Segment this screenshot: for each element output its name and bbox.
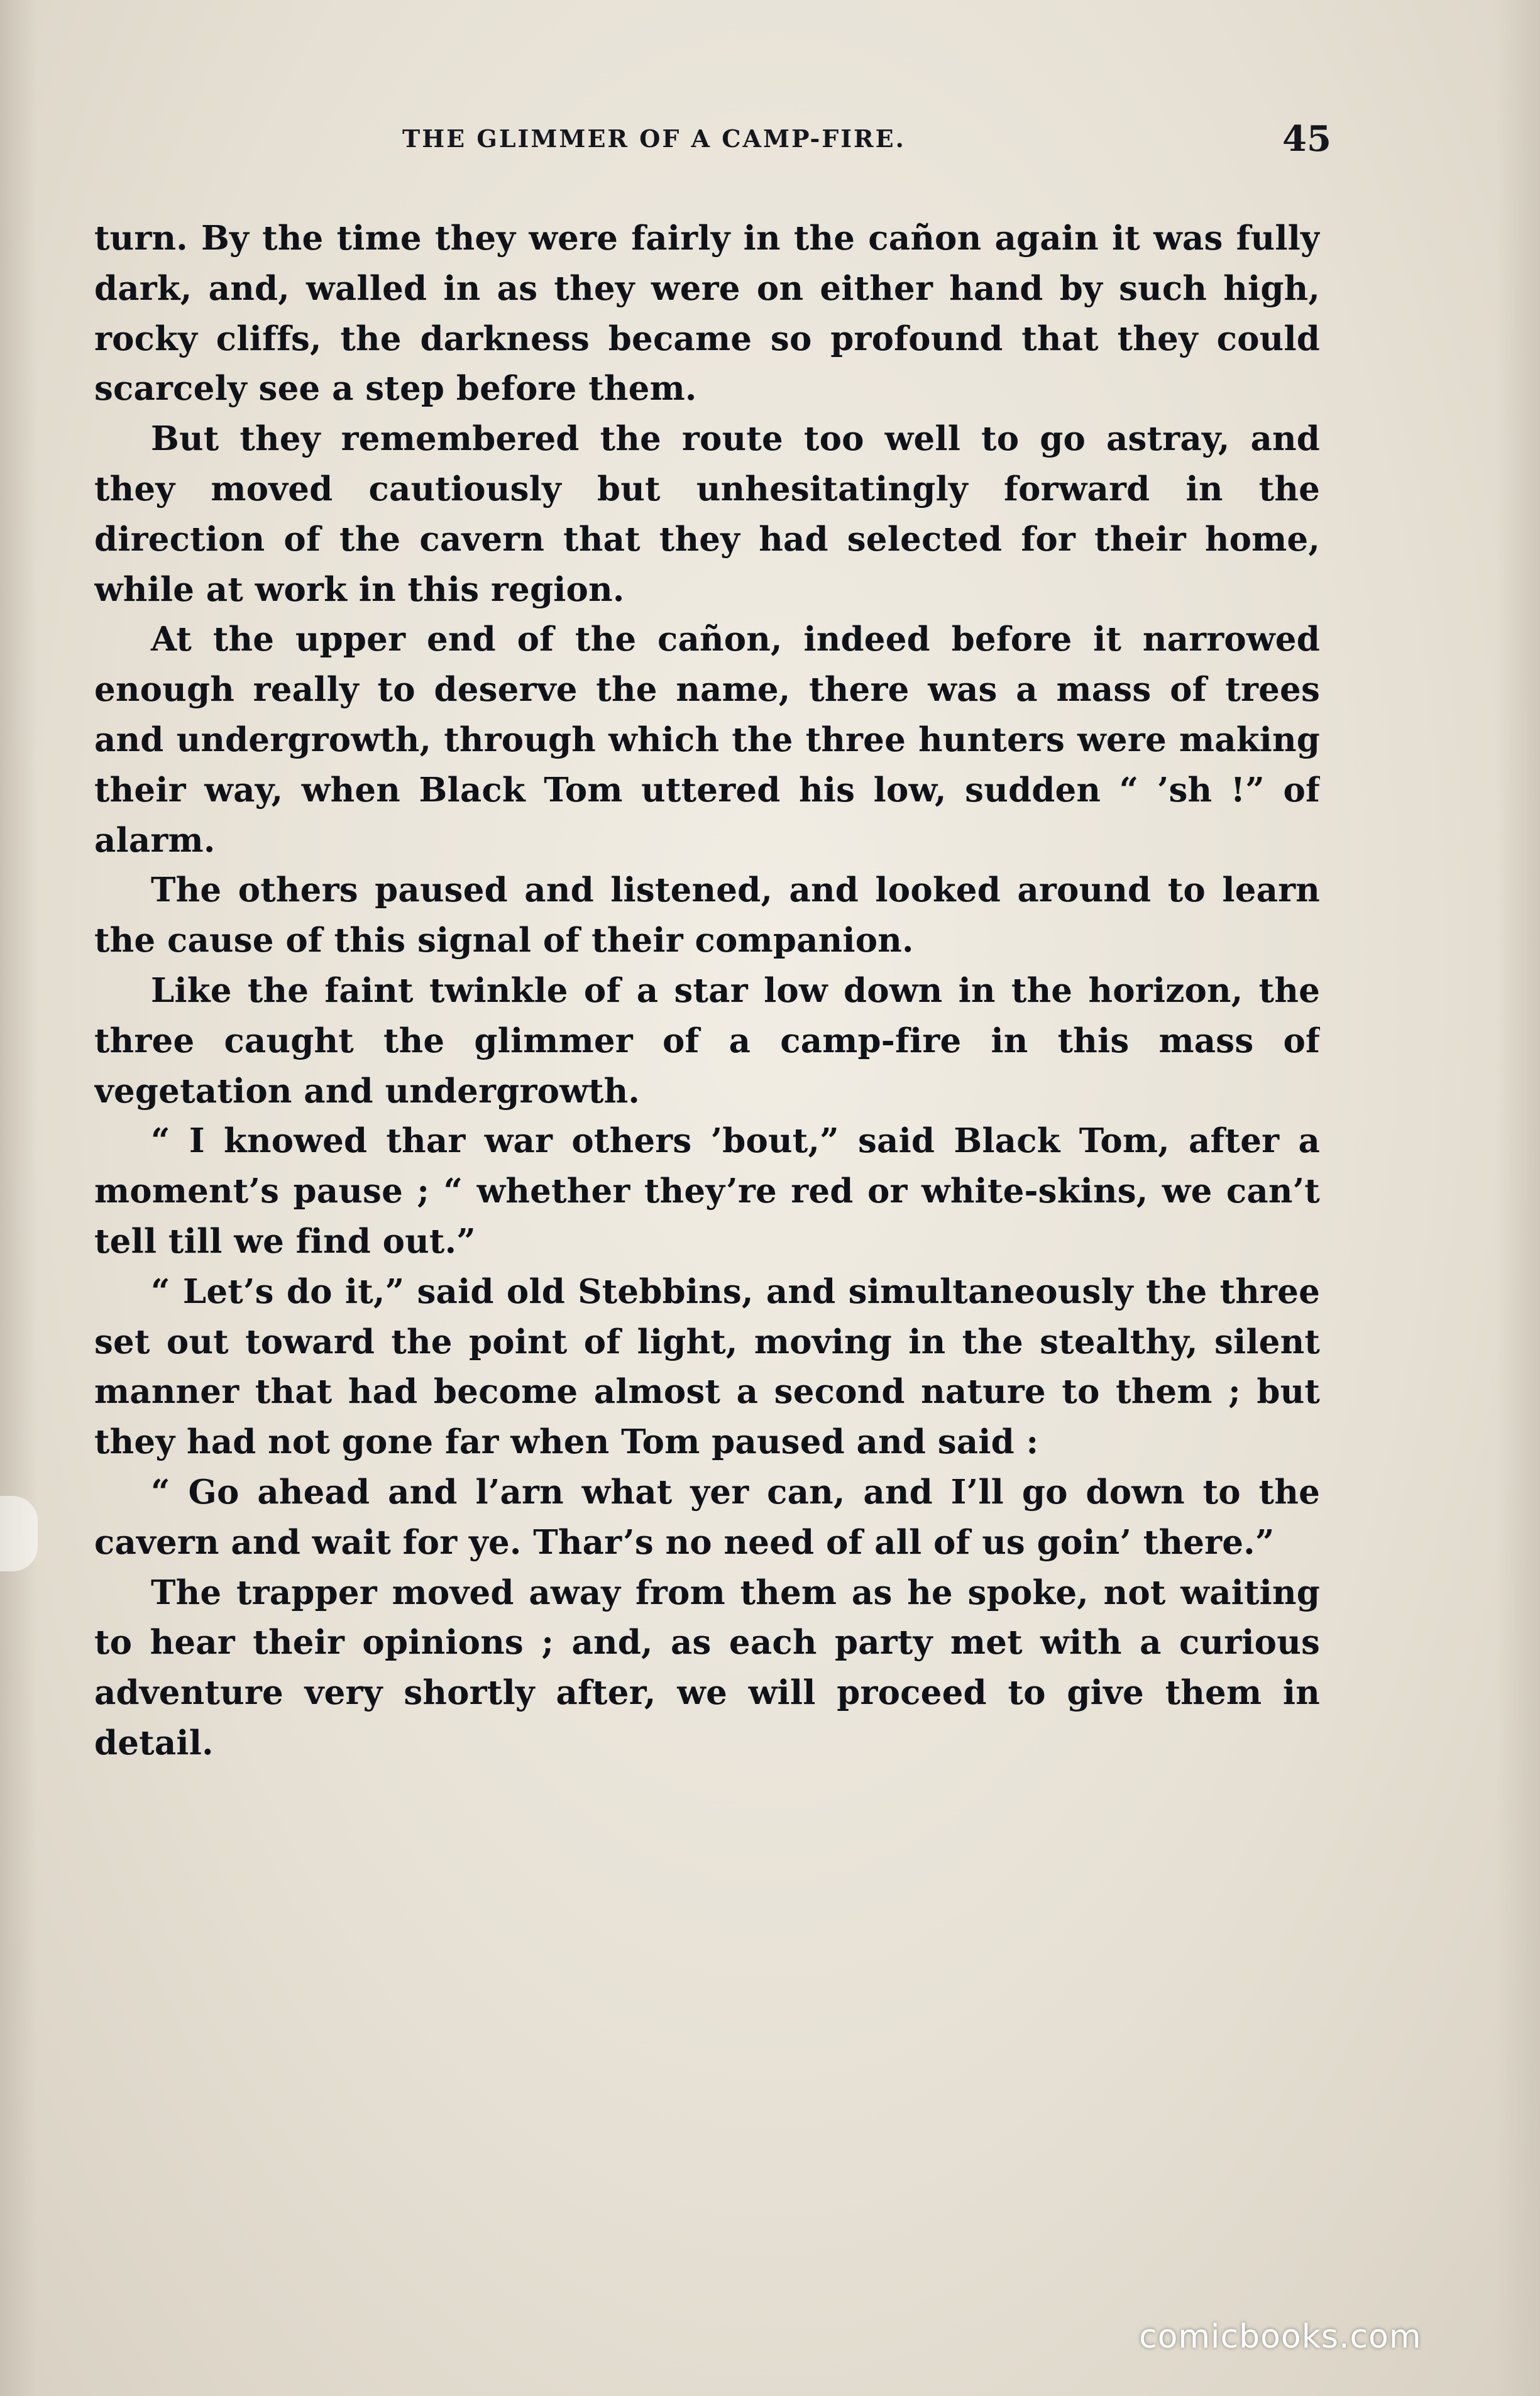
page-right-shadow xyxy=(1496,0,1540,2396)
paragraph: The others paused and listened, and looked around to learn the cause of this signal of their companion. xyxy=(94,871,1320,960)
running-head: THE GLIMMER OF A CAMP-FIRE. xyxy=(402,124,906,153)
page-number: 45 xyxy=(1282,118,1331,160)
paragraph: The trapper moved away from them as he spoke, not waiting to hear their opinions ; and, as each party met with a curious adventure very shortly after, we will proceed to give them in detail. xyxy=(94,1573,1320,1762)
page-left-shadow xyxy=(0,0,38,2396)
paragraph: “ I knowed thar war others ’bout,” said Black Tom, after a moment’s pause ; “ whether they’re red or white-skins, we can’t tell till we find out.” xyxy=(94,1121,1320,1261)
paragraph: “ Go ahead and l’arn what yer can, and I’ll go down to the cavern and wait for ye. Thar’s no need of all of us goin’ there.” xyxy=(94,1472,1320,1562)
body-text xyxy=(94,214,1320,1823)
paragraph: turn. By the time they were fairly in the cañon again it was fully dark, and, walled in as they were on either hand by such high, rocky cliffs, the darkness became so profound that they could scarcely see a step before them. xyxy=(94,219,1320,409)
paragraph: Like the faint twinkle of a star low down in the horizon, the three caught the glimmer of a camp-fire in this mass of vegetation and undergrowth. xyxy=(94,970,1320,1111)
paper-tear-mark xyxy=(0,1496,38,1571)
paragraph: But they remembered the route too well to go astray, and they moved cautiously but unhesitatingly forward in the direction of the cavern that they had selected for their home, while at work in this region. xyxy=(94,419,1320,609)
paragraph: “ Let’s do it,” said old Stebbins, and simultaneously the three set out toward the point of light, moving in the stealthy, silent manner that had become almost a second nature to them ; but they had not gone far when Tom paused and said : xyxy=(94,1272,1320,1462)
paragraph: At the upper end of the cañon, indeed before it narrowed enough really to deserve the name, there was a mass of trees and undergrowth, through which the three hunters were making their way, when Black Tom uttered his low, sudden “ ’sh !” of alarm. xyxy=(94,620,1320,860)
watermark-text: comicbooks.com xyxy=(1139,2318,1422,2356)
